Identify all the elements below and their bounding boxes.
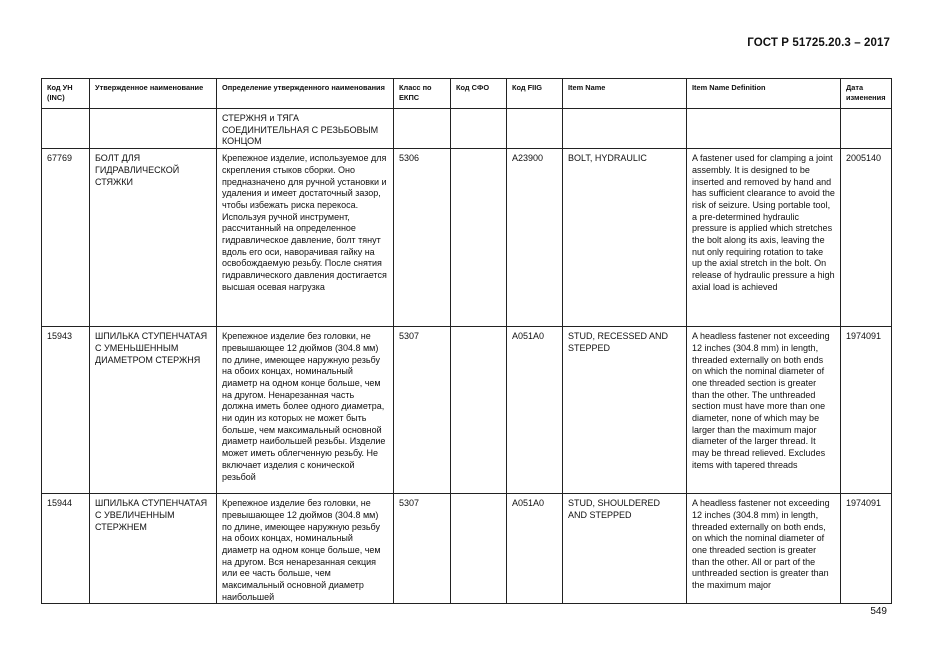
cell-definition: Крепежное изделие без головки, не превышающее 12 дюймов (304.8 мм) по длине, имеющее наружную резьбу на обоих концах, номинальный диаметр на одном конце больше, чем на другом. Вся ненарезанная секция или ее часть больше, чем максимальный основной диаметр наибольшей <box>217 494 394 604</box>
cell-change-date: 1974091 <box>841 494 892 604</box>
column-header-definition: Определение утвержденного наименования <box>217 79 394 109</box>
cell-fiig: A051A0 <box>507 494 563 604</box>
cell-class: 5307 <box>394 494 451 604</box>
cell-inc: 15944 <box>42 494 90 604</box>
cell-definition: СТЕРЖНЯ и ТЯГА СОЕДИНИТЕЛЬНАЯ С РЕЗЬБОВЫМ КОНЦОМ <box>217 109 394 149</box>
cell-sfo <box>451 494 507 604</box>
cell-item-name: STUD, RECESSED AND STEPPED <box>563 327 687 494</box>
column-header-sfo: Код СФО <box>451 79 507 109</box>
column-header-item-name: Item Name <box>563 79 687 109</box>
cell-item-name-definition: A headless fastener not exceeding 12 inches (304.8 mm) in length, threaded externally on both ends, on which the nominal diameter of one threaded section is greater than the other. All or part of the unthreaded section is greater than the maximum major <box>687 494 841 604</box>
cell-class: 5306 <box>394 149 451 327</box>
cell-approved-name: ШПИЛЬКА СТУПЕНЧАТАЯ С УВЕЛИЧЕННЫМ СТЕРЖНЕМ <box>90 494 217 604</box>
column-header-fiig: Код FIIG <box>507 79 563 109</box>
cell-fiig: A051A0 <box>507 327 563 494</box>
page-number: 549 <box>870 606 887 617</box>
classification-table <box>41 78 892 604</box>
cell-fiig <box>507 109 563 149</box>
column-header-inc: Код УН (INC) <box>42 79 90 109</box>
cell-approved-name <box>90 109 217 149</box>
document-code: ГОСТ Р 51725.20.3 – 2017 <box>747 37 890 49</box>
table-row <box>42 327 892 494</box>
cell-change-date <box>841 109 892 149</box>
column-header-item-name-definition: Item Name Definition <box>687 79 841 109</box>
cell-item-name-definition <box>687 109 841 149</box>
table-row <box>42 494 892 604</box>
cell-sfo <box>451 327 507 494</box>
cell-item-name: BOLT, HYDRAULIC <box>563 149 687 327</box>
table-header-row <box>42 79 892 109</box>
cell-inc: 15943 <box>42 327 90 494</box>
cell-sfo <box>451 109 507 149</box>
cell-change-date: 1974091 <box>841 327 892 494</box>
cell-item-name: STUD, SHOULDERED AND STEPPED <box>563 494 687 604</box>
cell-item-name-definition: A headless fastener not exceeding 12 inches (304.8 mm) in length, threaded externally on both ends on which the nominal diameter of one threaded section is greater than the other. The unthreaded section must have more than one diameter, none of which may be larger than the maximum major diameter of the larger thread. It may be thread relieved. Excludes items with tapered threads <box>687 327 841 494</box>
cell-approved-name: БОЛТ ДЛЯ ГИДРАВЛИЧЕСКОЙ СТЯЖКИ <box>90 149 217 327</box>
column-header-class: Класс по ЕКПС <box>394 79 451 109</box>
column-header-change-date: Дата изменения <box>841 79 892 109</box>
table-row <box>42 149 892 327</box>
cell-change-date: 2005140 <box>841 149 892 327</box>
cell-class: 5307 <box>394 327 451 494</box>
cell-item-name-definition: A fastener used for clamping a joint assembly. It is designed to be inserted and removed by hand and has sufficient clearance to avoid the risk of seizure. Using portable tool, a pre-determined hydraulic pressure is applied which stretches the bolt along its axis, leaving the nut only requiring rotation to take up the axial stretch in the bolt. On release of hydraulic pressure a high axial load is achieved <box>687 149 841 327</box>
cell-inc: 67769 <box>42 149 90 327</box>
cell-sfo <box>451 149 507 327</box>
cell-definition: Крепежное изделие, используемое для скрепления стыков сборки. Оно предназначено для ручной установки и удаления и имеет достаточный зазор, чтобы избежать риска перекоса. Используя ручной инструмент, рассчитанный на определенное гидравлическое давление, болт тянут вдоль его оси, наворачивая гайку на освобождаемую резьбу. После снятия гидравлического давления достигается высшая осевая нагрузка <box>217 149 394 327</box>
cell-inc <box>42 109 90 149</box>
cell-fiig: A23900 <box>507 149 563 327</box>
cell-definition: Крепежное изделие без головки, не превышающее 12 дюймов (304.8 мм) по длине, имеющее наружную резьбу на обоих концах, номинальный диаметр на одном конце больше, чем на другом. Ненарезанная часть должна иметь более одного диаметра, ни один из которых не может быть больше, чем максимальный основной диаметр наибольшей резьбы. Изделие может иметь облегченную резьбу. Не включает изделия с конической резьбой <box>217 327 394 494</box>
table-row <box>42 109 892 149</box>
cell-item-name <box>563 109 687 149</box>
cell-approved-name: ШПИЛЬКА СТУПЕНЧАТАЯ С УМЕНЬШЕННЫМ ДИАМЕТРОМ СТЕРЖНЯ <box>90 327 217 494</box>
column-header-approved-name: Утвержденное наименование <box>90 79 217 109</box>
cell-class <box>394 109 451 149</box>
